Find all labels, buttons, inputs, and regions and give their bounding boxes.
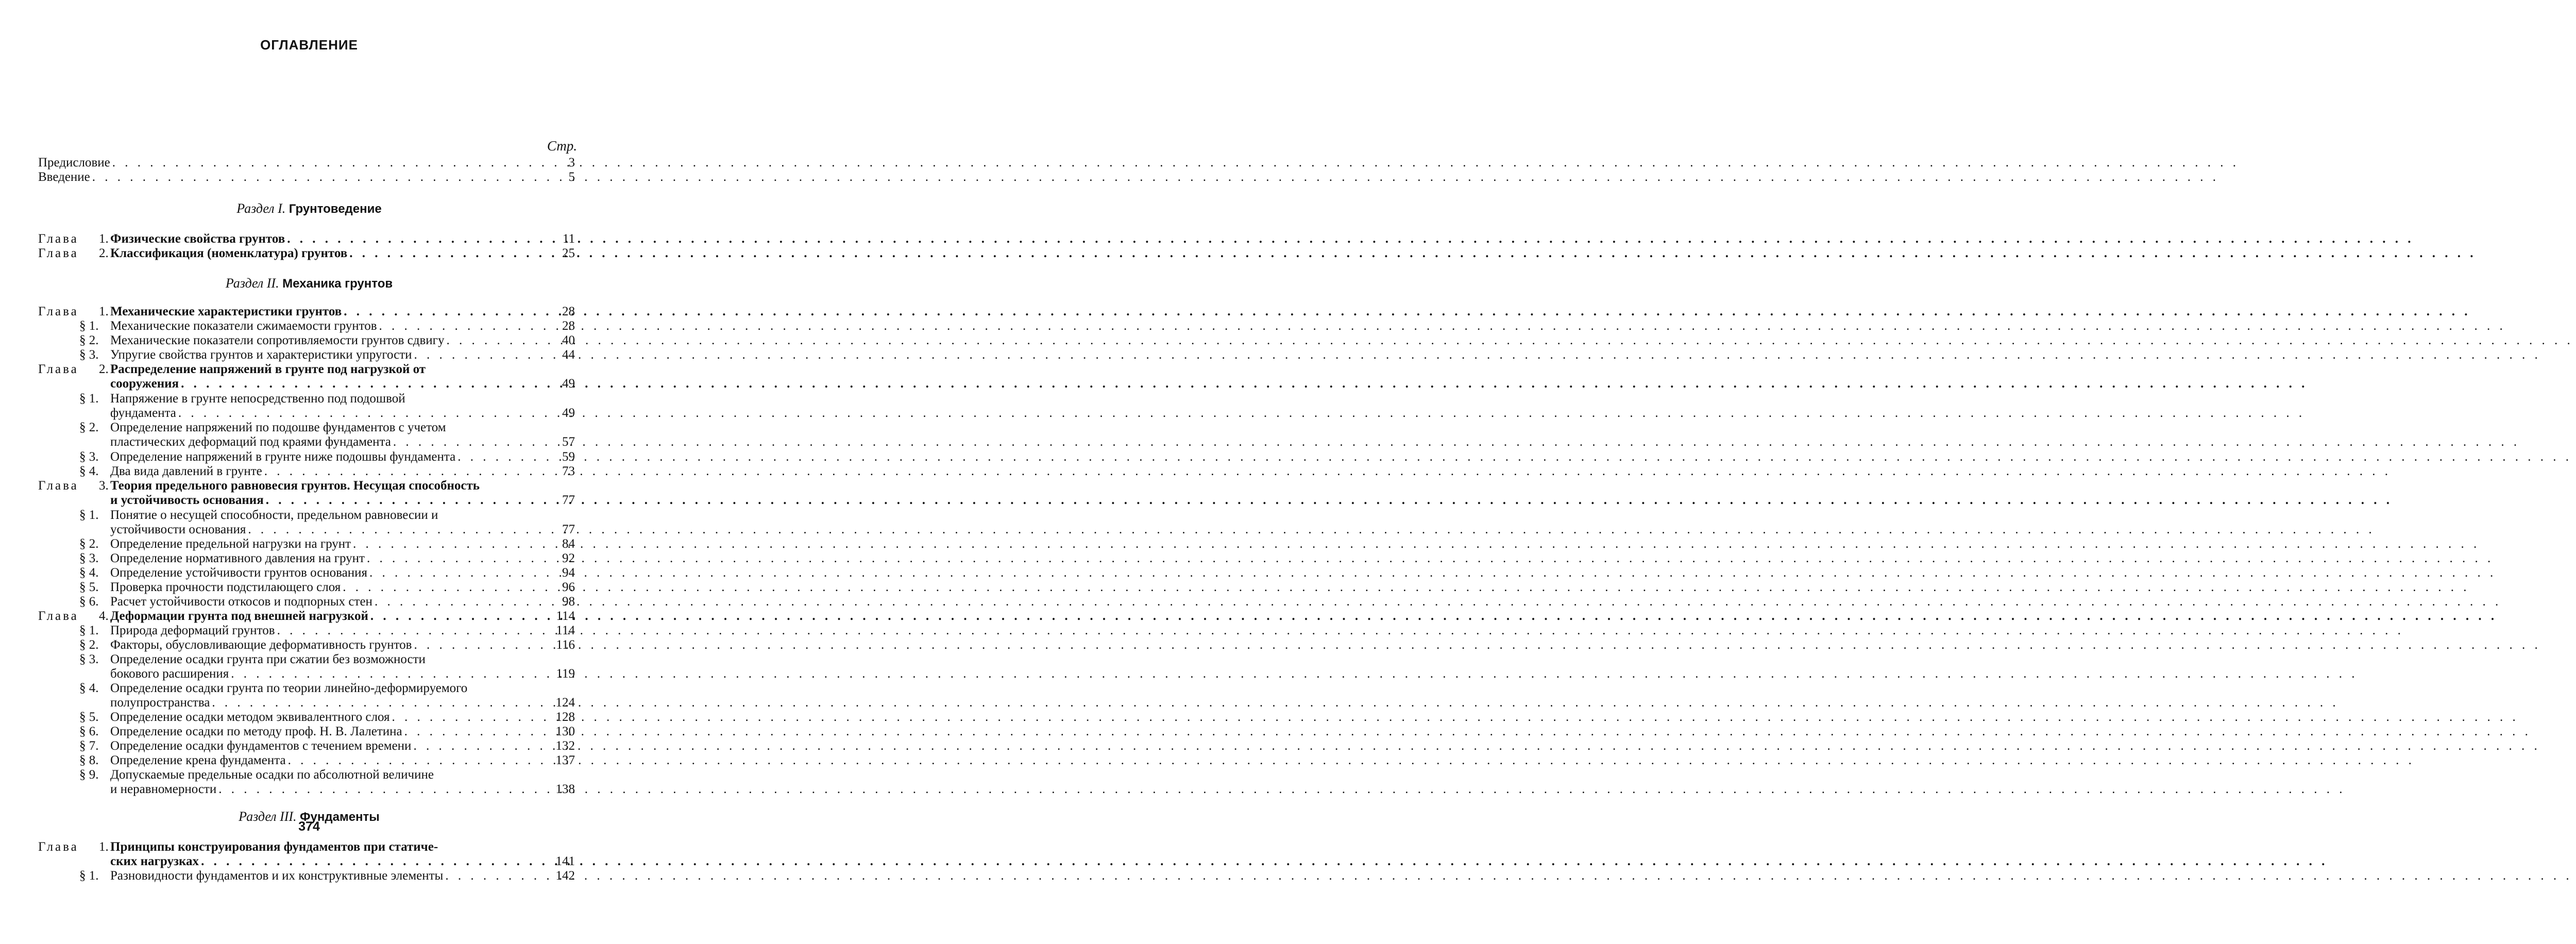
toc-page-number: 124 (555, 696, 575, 710)
toc-line (110, 362, 531, 377)
dot-leader (370, 609, 2497, 623)
toc-line (110, 623, 531, 638)
toc-page-number: 28 (562, 319, 575, 333)
toc-entry-text: Механические показатели сжимаемости грунтов (110, 319, 377, 333)
toc-page (0, 0, 618, 944)
toc-line (110, 638, 531, 652)
toc-entry-text: Определение напряжений в грунте ниже подошвы фундамента (110, 450, 456, 464)
toc-page-number: 28 (562, 305, 575, 318)
toc-line (38, 170, 531, 184)
dot-leader (218, 782, 2345, 797)
toc-entry-text: Определение нормативного давления на грунт (110, 551, 365, 565)
paragraph-number: § 8. (79, 753, 99, 767)
paragraph-number: § 4. (79, 681, 99, 695)
dot-leader (349, 246, 2476, 261)
toc-line (110, 305, 531, 319)
toc-entry-text: Определение осадки по методу проф. Н. В. Лалетина (110, 724, 402, 738)
dot-leader (287, 232, 2414, 246)
toc-entry-text: Деформации грунта под внешней нагрузкой (110, 609, 368, 623)
dot-leader (367, 551, 2494, 566)
toc-page-number: 44 (562, 348, 575, 362)
toc-entry-text: Определение устойчивости грунтов основания (110, 566, 367, 580)
toc-line (110, 551, 531, 566)
chapter-label: Глава (38, 305, 79, 318)
toc-line (110, 595, 531, 609)
toc-entry-text: устойчивости основания (110, 522, 246, 536)
paragraph-number: § 4. (79, 464, 99, 478)
toc-entry-text: пластических деформаций под краями фундамента (110, 435, 391, 449)
toc-page-number: 49 (562, 406, 575, 420)
paragraph-number: § 1. (79, 319, 99, 333)
toc-page-number: 59 (562, 450, 575, 464)
toc-page-number: 128 (555, 710, 575, 724)
toc-entry-text: Два вида давлений в грунте (110, 464, 262, 478)
toc-line (110, 739, 531, 753)
page-column-label: Стр. (547, 138, 577, 154)
toc-entry-text: Распределение напряжений в грунте под нагрузкой от (110, 362, 426, 376)
toc-line (110, 782, 531, 797)
toc-page-number: 11 (562, 232, 575, 246)
toc-line (110, 696, 531, 710)
toc-page-number: 142 (555, 869, 575, 883)
dot-leader (264, 464, 2391, 479)
toc-line (110, 580, 531, 595)
dot-leader (178, 406, 2305, 420)
toc-entry-text: Определение осадки грунта по теории линейно-деформируемого (110, 681, 468, 695)
toc-line (38, 156, 531, 170)
toc-page-number: 84 (562, 537, 575, 551)
toc-page-number: 138 (555, 782, 575, 796)
toc-entry-text: и неравномерности (110, 782, 217, 796)
toc-entry-text: Механические характеристики грунтов (110, 305, 342, 318)
paragraph-number: § 7. (79, 739, 99, 753)
toc-page-number: 94 (562, 566, 575, 580)
toc-line (110, 609, 531, 623)
dot-leader (112, 156, 2239, 170)
toc-page-number: 49 (562, 377, 575, 391)
paragraph-number: § 9. (79, 768, 99, 782)
dot-leader (457, 450, 2576, 464)
toc-line (110, 566, 531, 580)
toc-line (110, 840, 531, 854)
toc-page-number: 3 (568, 156, 575, 170)
section-prefix: Раздел III. (239, 809, 297, 824)
toc-line (110, 753, 531, 768)
toc-entry-text: Принципы конструирования фундаментов при статиче- (110, 840, 438, 854)
section-heading (0, 201, 618, 216)
dot-leader (212, 696, 2338, 710)
toc-page-number: 96 (562, 580, 575, 594)
chapter-label: Глава (38, 840, 79, 854)
toc-line (110, 724, 531, 739)
toc-line (110, 522, 531, 537)
dot-leader (413, 739, 2540, 753)
toc-line (110, 667, 531, 681)
section-heading (0, 276, 618, 291)
toc-entry-text: фундамента (110, 406, 176, 420)
toc-line (110, 435, 531, 449)
paragraph-number: § 3. (79, 348, 99, 362)
toc-line (110, 479, 531, 493)
toc-entry-text: Допускаемые предельные осадки по абсолютной величине (110, 768, 434, 782)
paragraph-number: § 3. (79, 551, 99, 565)
toc-entry-text: ских нагрузках (110, 854, 199, 868)
chapter-label: Глава (38, 609, 79, 623)
toc-line (110, 348, 531, 362)
toc-page-number: 119 (556, 667, 575, 681)
chapter-label: Глава (38, 479, 79, 493)
toc-entry-text: Разновидности фундаментов и их конструктивные элементы (110, 869, 444, 883)
toc-line (110, 392, 531, 406)
dot-leader (392, 710, 2519, 724)
toc-page-number: 130 (555, 724, 575, 738)
toc-page-number: 92 (562, 551, 575, 565)
paragraph-number: § 5. (79, 580, 99, 594)
toc-page-number: 114 (556, 609, 575, 623)
toc-page-number: 98 (562, 595, 575, 609)
toc-entry-text: бокового расширения (110, 667, 229, 681)
toc-page-number: 25 (562, 246, 575, 260)
chapter-number: 1. (99, 232, 109, 246)
chapter-number: 1. (99, 305, 109, 318)
toc-page-number: 57 (562, 435, 575, 449)
paragraph-number: § 1. (79, 392, 99, 406)
dot-leader (404, 724, 2531, 739)
chapter-label: Глава (38, 232, 79, 246)
section-prefix: Раздел II. (225, 276, 279, 291)
chapter-label: Глава (38, 246, 79, 260)
dot-leader (343, 580, 2469, 595)
toc-page-number: 114 (556, 623, 575, 637)
toc-entry-text: Физические свойства грунтов (110, 232, 285, 246)
toc-line (110, 246, 531, 261)
paragraph-number: § 6. (79, 595, 99, 609)
paragraph-number: § 6. (79, 724, 99, 738)
toc-page-number: 77 (562, 522, 575, 536)
toc-line (110, 652, 531, 667)
dot-leader (266, 493, 2393, 508)
toc-entry-text: полупространства (110, 696, 210, 710)
toc-entry-text: Расчет устойчивости откосов и подпорных стен (110, 595, 372, 609)
toc-entry-text: Проверка прочности подстилающего слоя (110, 580, 341, 594)
paragraph-number: § 2. (79, 333, 99, 347)
chapter-number: 2. (99, 362, 109, 376)
dot-leader (375, 595, 2501, 609)
paragraph-number: § 1. (79, 508, 99, 522)
toc-entry-text: Определение осадки фундаментов с течением времени (110, 739, 412, 753)
toc-entry-text: Предисловие (38, 156, 110, 170)
toc-page-number: 141 (555, 854, 575, 868)
dot-leader (277, 623, 2404, 638)
toc-page-number: 5 (568, 170, 575, 184)
toc-line (110, 508, 531, 522)
section-name: Грунтоведение (289, 202, 382, 216)
dot-leader (201, 854, 2328, 869)
toc-line (110, 493, 531, 508)
toc-page-number: 73 (562, 464, 575, 478)
section-prefix: Раздел I. (236, 201, 286, 216)
toc-page-number: 116 (556, 638, 575, 652)
toc-line (110, 869, 531, 883)
dot-leader (414, 348, 2541, 362)
dot-leader (414, 638, 2540, 652)
toc-entry-text: Определение осадки методом эквивалентного слоя (110, 710, 390, 724)
toc-entry-text: Понятие о несущей способности, предельном равновесии и (110, 508, 438, 522)
toc-entry-text: и устойчивость основания (110, 493, 264, 507)
toc-entry-text: Введение (38, 170, 90, 184)
toc-line (110, 377, 531, 391)
dot-leader (344, 305, 2470, 319)
toc-line (110, 464, 531, 479)
dot-leader (446, 333, 2573, 348)
toc-line (110, 681, 531, 696)
dot-leader (379, 319, 2506, 333)
toc-entry-text: Определение предельной нагрузки на грунт (110, 537, 351, 551)
paragraph-number: § 4. (79, 566, 99, 580)
toc-line (110, 420, 531, 435)
toc-entry-text: Природа деформаций грунтов (110, 623, 275, 637)
toc-entry-text: Определение напряжений по подошве фундаментов с учетом (110, 420, 446, 434)
paragraph-number: § 3. (79, 652, 99, 666)
dot-leader (393, 435, 2520, 449)
paragraph-number: § 2. (79, 638, 99, 652)
page-title: ОГЛАВЛЕНИЕ (260, 37, 358, 53)
dot-leader (369, 566, 2496, 580)
toc-page-number: 137 (555, 753, 575, 767)
toc-entry-text: Теория предельного равновесия грунтов. Несущая способность (110, 479, 480, 493)
toc-entry-text: сооружения (110, 377, 179, 391)
paragraph-number: § 2. (79, 537, 99, 551)
section-name: Фундаменты (300, 810, 380, 824)
toc-line (110, 333, 531, 348)
dot-leader (353, 537, 2480, 551)
section-name: Механика грунтов (282, 277, 393, 291)
chapter-label: Глава (38, 362, 79, 376)
toc-line (110, 406, 531, 420)
toc-line (110, 768, 531, 782)
toc-page-number: 77 (562, 493, 575, 507)
dot-leader (181, 377, 2308, 391)
page-number: 374 (298, 819, 320, 834)
paragraph-number: § 5. (79, 710, 99, 724)
toc-page-number: 132 (555, 739, 575, 753)
toc-entry-text: Определение крена фундамента (110, 753, 286, 767)
paragraph-number: § 2. (79, 420, 99, 434)
chapter-number: 4. (99, 609, 109, 623)
chapter-number: 2. (99, 246, 109, 260)
dot-leader (92, 170, 2219, 184)
paragraph-number: § 1. (79, 869, 99, 883)
toc-entry-text: Упругие свойства грунтов и характеристики упругости (110, 348, 412, 362)
toc-entry-text: Определение осадки грунта при сжатии без возможности (110, 652, 426, 666)
toc-line (110, 450, 531, 464)
toc-line (110, 232, 531, 246)
toc-line (110, 319, 531, 333)
toc-entry-text: Классификация (номенклатура) грунтов (110, 246, 348, 260)
toc-line (110, 710, 531, 724)
dot-leader (445, 869, 2572, 883)
chapter-number: 3. (99, 479, 109, 493)
chapter-number: 1. (99, 840, 109, 854)
toc-entry-text: Напряжение в грунте непосредственно под подошвой (110, 392, 405, 406)
toc-page-number: 40 (562, 333, 575, 347)
toc-entry-text: Механические показатели сопротивляемости грунтов сдвигу (110, 333, 445, 347)
toc-line (110, 537, 531, 551)
toc-line (110, 854, 531, 869)
paragraph-number: § 1. (79, 623, 99, 637)
paragraph-number: § 3. (79, 450, 99, 464)
toc-entry-text: Факторы, обусловливающие деформативность грунтов (110, 638, 412, 652)
dot-leader (288, 753, 2415, 768)
